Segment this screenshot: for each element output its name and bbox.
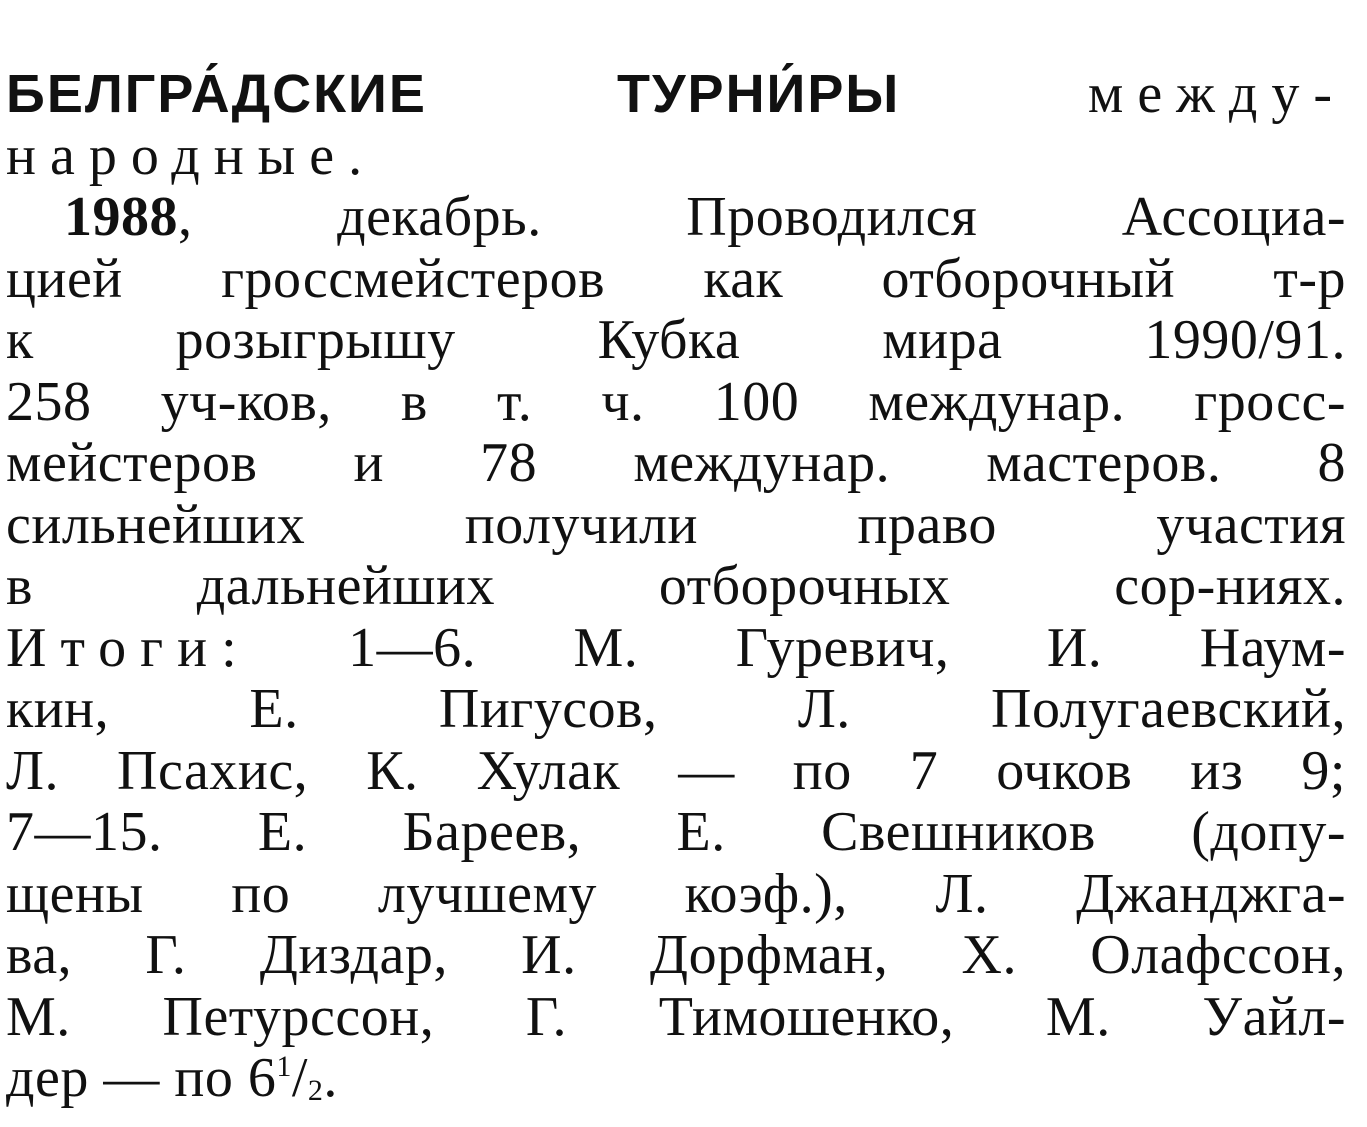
entry-line-1: [6, 64, 1346, 126]
entry-text-line: М. Петурссон, Г. Тимошенко, М. Уайл-: [6, 985, 1346, 1048]
entry-text-line: Л. Псахис, К. Хулак — по 7 очков из 9;: [6, 739, 1346, 802]
entry-text-line: 7—15. Е. Бареев, Е. Свешников (допу-: [6, 801, 1346, 863]
entry-results-line: [6, 618, 1346, 680]
entry-category-part1: междy-: [1087, 63, 1346, 125]
entry-text-line: , декабрь. Проводился Ассоциа-: [178, 186, 1346, 248]
entry-text-line: к розыгрышу Кубка мира 1990/91.: [6, 309, 1346, 371]
entry-text-line: мейстеров и 78 междунар. мастеров. 8: [6, 432, 1346, 494]
entry-text-line: цией гроссмейстеров как отборочный т-р: [6, 247, 1346, 310]
entry-text-line: кин, Е. Пигусов, Л. Полугаевский,: [6, 678, 1346, 740]
fraction-numerator: 1: [276, 1050, 292, 1083]
fraction-slash: /: [291, 1047, 308, 1109]
entry-final-prefix: дер — по 6: [6, 1047, 277, 1109]
dictionary-entry: [6, 64, 1346, 1110]
entry-line-year: [6, 187, 1346, 249]
entry-headword: БЕЛГРА́ДСКИЕ ТУРНИ́РЫ: [6, 64, 901, 124]
entry-text-line: сильнейших получили право участия: [6, 493, 1346, 556]
entry-text-line: щены по лучшему коэф.), Л. Джанджга-: [6, 862, 1346, 925]
entry-text-line: 258 уч-ков, в т. ч. 100 междунар. гросс-: [6, 370, 1346, 433]
entry-text-line: ва, Г. Диздар, И. Дорфман, Х. Олафссон,: [6, 924, 1346, 986]
entry-year: 1988: [64, 186, 178, 248]
entry-final-line: [6, 1048, 1346, 1110]
entry-final-period: .: [323, 1047, 338, 1109]
fraction-denominator: 2: [307, 1074, 324, 1107]
entry-category-part2: народные.: [6, 124, 377, 187]
entry-results-label: Итоги:: [6, 616, 251, 679]
entry-text-line: в дальнейших отборочных сор-ниях.: [6, 555, 1346, 617]
entry-text-line: 1—6. М. Гуревич, И. Наум-: [250, 616, 1346, 679]
